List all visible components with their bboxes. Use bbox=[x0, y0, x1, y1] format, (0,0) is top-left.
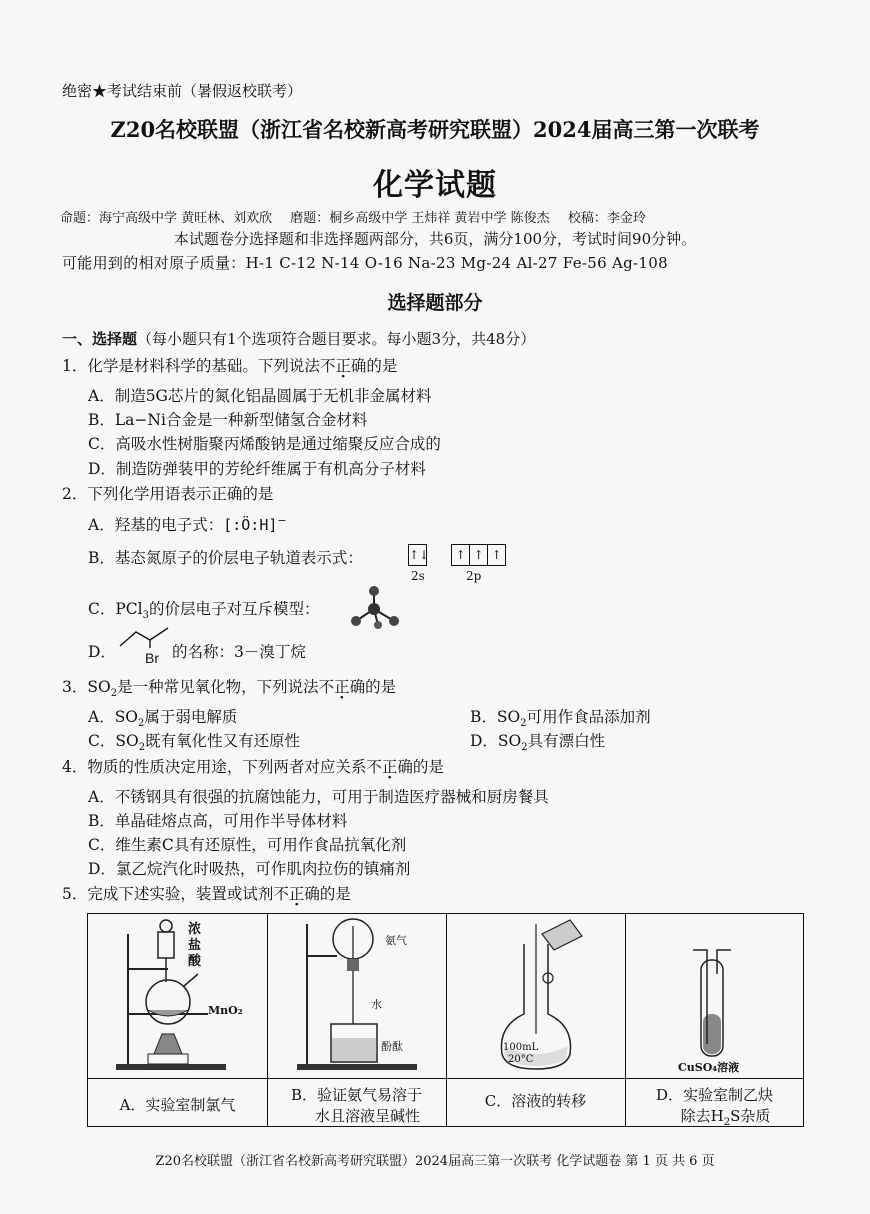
q3-stem-b: 是一种常见氧化物，下列说法 bbox=[117, 678, 319, 696]
q5-stem bbox=[62, 882, 351, 904]
q2-c-sub: 3 bbox=[142, 610, 149, 622]
q1-option-c: C．高吸水性树脂聚丙烯酸钠是通过缩聚反应合成的 bbox=[88, 435, 441, 453]
confidential-note: 绝密★考试结束前（暑假返校联考） bbox=[62, 82, 303, 100]
credit-proofreader: 校稿：李金玲 bbox=[567, 211, 646, 226]
gas-wash-tube-icon bbox=[625, 914, 804, 1078]
hydroxyl-charge: − bbox=[277, 513, 287, 527]
ammonia-fountain-icon bbox=[267, 914, 446, 1078]
experiment-table bbox=[87, 913, 804, 1127]
q2-b-text: B．基态氮原子的价层电子轨道表示式： bbox=[88, 549, 363, 567]
part-title: 选择题部分 bbox=[387, 292, 483, 314]
q2-option-b bbox=[88, 546, 363, 568]
q1-option-b: B．La−Ni合金是一种新型储氢合金材料 bbox=[88, 411, 368, 429]
orbital-2p-box-3: ↑ bbox=[488, 544, 506, 566]
credit-reviewer: 磨题：桐乡高级中学 王炜祥 黄岩中学 陈俊杰 bbox=[290, 211, 550, 226]
fig-b-water-label: 水 bbox=[371, 998, 382, 1011]
q4-stem bbox=[62, 755, 444, 777]
bromobutane-skeleton-icon bbox=[118, 624, 174, 648]
q3-stem-c: 的是 bbox=[365, 678, 397, 696]
q1-stem bbox=[62, 354, 397, 376]
q3-option-c: C．$SO_2$既有氧化性又有还原性 bbox=[88, 732, 301, 754]
q5-option-d: D．实验室制乙炔 除去$H_2S$杂质 bbox=[655, 1086, 774, 1128]
page-footer: Z20名校联盟（浙江省名校新高考研究联盟）2024届高三第一次联考 化学试题卷 第 1 页 共 6 页 bbox=[155, 1154, 715, 1169]
q2-a-text: A．羟基的电子式： bbox=[88, 516, 224, 534]
orbital-2p-box-2: ↑ bbox=[470, 544, 488, 566]
fig-c-temp-label: 20°C bbox=[508, 1054, 534, 1065]
q2-c-text-a: C．PCl bbox=[88, 600, 143, 618]
exam-title: Z20名校联盟（浙江省名校新高考研究联盟）2024届高三第一次联考 bbox=[110, 117, 760, 142]
section-desc: （每小题只有1个选项符合题目要求。每小题3分，共48分） bbox=[137, 330, 536, 348]
q1-stem-emphasis: 不正确 bbox=[319, 357, 367, 375]
q3-stem-emphasis: 不正确 bbox=[318, 678, 366, 696]
q2-d-name: 的名称：3－溴丁烷 bbox=[172, 643, 306, 661]
fig-a-mno2-label: MnO₂ bbox=[208, 1004, 243, 1017]
q3-option-d: D．$SO_2$具有漂白性 bbox=[470, 732, 606, 754]
fig-d-cuso4-label: CuSO₄溶液 bbox=[678, 1061, 740, 1074]
q3-stem bbox=[62, 675, 396, 699]
volumetric-flask-icon bbox=[446, 914, 625, 1078]
orbital-2s-label: 2s bbox=[411, 569, 425, 583]
q5-stem-a: 5．完成下述实验，装置或试剂 bbox=[62, 885, 274, 903]
orbital-2p-box-1: ↑ bbox=[451, 544, 470, 566]
q3-stem-sub: 2 bbox=[110, 688, 118, 700]
pcl3-vsepr-model-icon bbox=[348, 583, 404, 631]
q4-option-a: A．不锈钢具有很强的抗腐蚀能力，可用于制造医疗器械和厨房餐具 bbox=[88, 788, 549, 806]
q3-option-a: A．$SO_2$属于弱电解质 bbox=[88, 708, 238, 730]
orbital-2p-label: 2p bbox=[466, 569, 482, 583]
q4-option-c: C．维生素C具有还原性，可用作食品抗氧化剂 bbox=[88, 836, 407, 854]
q2-option-c bbox=[88, 597, 320, 621]
q5-option-b: B．验证氨气易溶于 水且溶液呈碱性 bbox=[290, 1086, 423, 1125]
q5-option-c: C．溶液的转移 bbox=[484, 1092, 587, 1110]
q4-stem-emphasis: 不正确 bbox=[366, 758, 413, 776]
q2-d-text-a: D． bbox=[88, 643, 116, 661]
orbital-2s-box: ↑↓ bbox=[408, 544, 427, 566]
q4-option-b: B．单晶硅熔点高，可用作半导体材料 bbox=[88, 812, 348, 830]
chlorine-apparatus-icon bbox=[88, 914, 267, 1078]
q1-stem-b: 的是 bbox=[366, 357, 398, 375]
q4-option-d: D．氯乙烷汽化时吸热，可作肌肉拉伤的镇痛剂 bbox=[88, 860, 411, 878]
atomic-masses: 可能用到的相对原子质量：H-1 C-12 N-14 O-16 Na-23 Mg-24 Al-27 Fe-56 Ag-108 bbox=[62, 254, 668, 272]
q5-option-a: A．实验室制氯气 bbox=[119, 1096, 236, 1114]
q1-option-a: A．制造5G芯片的氮化铝晶圆属于无机非金属材料 bbox=[88, 387, 432, 405]
q3-stem-a: 3．SO bbox=[62, 678, 111, 696]
q2-stem: 2．下列化学用语表示正确的是 bbox=[62, 485, 274, 503]
credit-author: 命题：海宁高级中学 黄旺林、刘欢欣 bbox=[60, 211, 273, 226]
q4-stem-a: 4．物质的性质决定用途，下列两者对应关系 bbox=[62, 758, 367, 776]
q4-stem-b: 的是 bbox=[412, 758, 444, 776]
fig-b-nh3-label: 氨气 bbox=[385, 934, 407, 947]
fig-a-acid-label: 浓 盐 酸 bbox=[188, 922, 202, 969]
q2-c-text-b: 的价层电子对互斥模型： bbox=[148, 600, 320, 618]
q5-stem-emphasis: 不正确 bbox=[273, 885, 320, 903]
credits-line bbox=[60, 207, 660, 226]
section-heading bbox=[62, 328, 535, 349]
exam-info: 本试题卷分选择题和非选择题两部分，共6页，满分100分，考试时间90分钟。 bbox=[173, 230, 697, 248]
fig-c-volume-label: 100mL bbox=[503, 1042, 539, 1053]
q5-stem-b: 的是 bbox=[319, 885, 351, 903]
q2-option-d bbox=[88, 640, 116, 662]
q1-option-d: D．制造防弹装甲的芳纶纤维属于有机高分子材料 bbox=[88, 460, 426, 478]
q1-stem-a: 1．化学是材料科学的基础。下列说法 bbox=[62, 357, 320, 375]
subject-title: 化学试题 bbox=[373, 168, 497, 203]
fig-b-phenol-label: 酚酞 bbox=[381, 1040, 403, 1053]
orbital-diagram bbox=[408, 544, 506, 566]
bromine-label: Br bbox=[145, 650, 159, 666]
q2-option-a bbox=[88, 513, 287, 535]
section-label: 一、选择题 bbox=[62, 330, 138, 348]
q3-option-b: B．$SO_2$可用作食品添加剂 bbox=[470, 708, 651, 730]
hydroxyl-electron-formula: [:Ö:H] bbox=[223, 516, 278, 534]
